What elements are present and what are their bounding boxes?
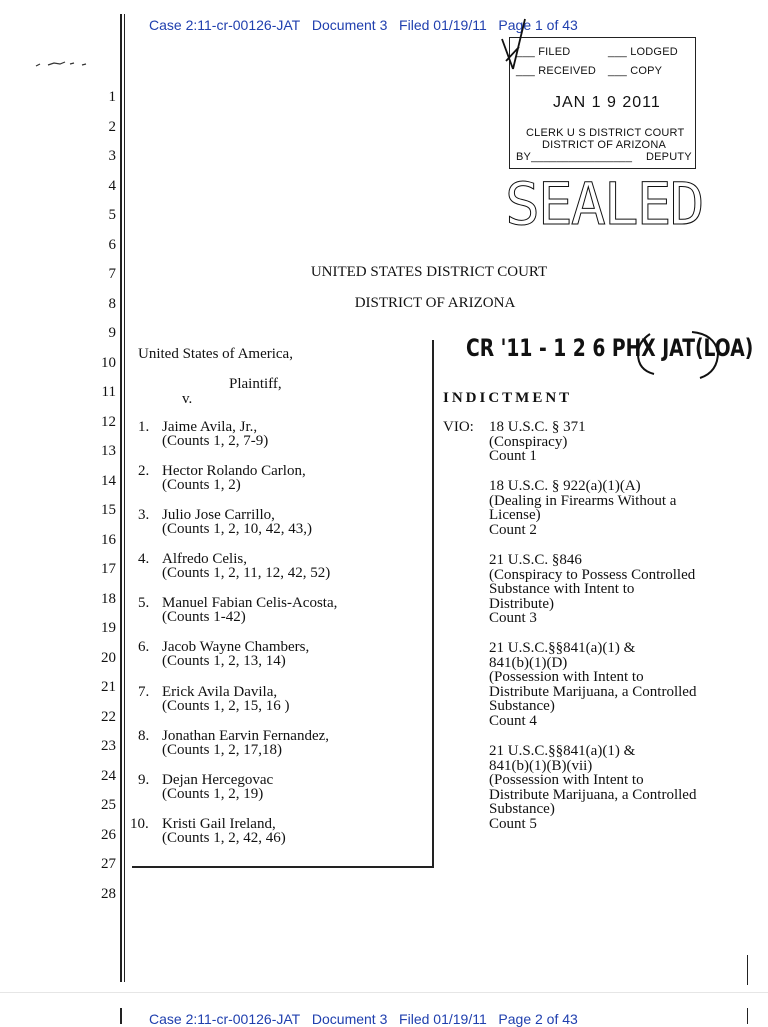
- caption-vertical-rule: [432, 340, 434, 867]
- scan-mark: [34, 58, 90, 70]
- defendant-name: Hector Rolando Carlon,: [162, 463, 306, 479]
- stamp-lodged-label: LODGED: [630, 46, 678, 58]
- line-number: 14: [101, 472, 116, 489]
- defendant-name: Erick Avila Davila,: [162, 684, 278, 700]
- court-district: DISTRICT OF ARIZONA: [354, 295, 516, 311]
- violation-line: 18 U.S.C. § 922(a)(1)(A): [489, 478, 641, 494]
- line-number: 3: [108, 148, 116, 164]
- defendant-item: [138, 420, 268, 448]
- violation-item: [489, 553, 695, 626]
- defendant-counts: (Counts 1, 2, 13, 14): [162, 653, 286, 669]
- defendant-number: 2.: [138, 463, 150, 479]
- line-number: 1: [108, 89, 116, 105]
- stamp-by-label: BY: [516, 151, 532, 163]
- check-mark-icon: [497, 17, 531, 85]
- violation-line: (Conspiracy): [489, 433, 568, 450]
- violation-line: Substance): [489, 801, 555, 818]
- line-number: 24: [101, 767, 116, 784]
- defendant-counts: (Counts 1, 2, 17,18): [162, 742, 282, 758]
- violation-line: 21 U.S.C.§§841(a)(1) &: [489, 640, 636, 656]
- defendant-name: Alfredo Celis,: [162, 551, 247, 567]
- defendant-counts: (Counts 1, 2, 19): [162, 786, 264, 802]
- line-number: 4: [108, 177, 116, 194]
- line-number: 26: [101, 826, 116, 843]
- violation-line: 21 U.S.C. §846: [489, 552, 582, 568]
- line-number: 21: [101, 679, 116, 695]
- defendant-item: [138, 685, 290, 713]
- defendant-item: [138, 464, 306, 492]
- plaintiff-name: United States of America,: [138, 346, 293, 362]
- right-edge-mark-page2: [747, 1008, 748, 1024]
- page2-header-filed: Filed 01/19/11: [399, 1011, 487, 1027]
- vio-label: VIO:: [443, 419, 474, 435]
- line-number: 6: [108, 236, 116, 253]
- defendant-counts: (Counts 1, 2, 11, 12, 42, 52): [162, 565, 331, 581]
- caption-bottom-rule: [132, 866, 434, 868]
- defendant-name: Jaime Avila, Jr.,: [162, 419, 258, 435]
- sealed-stamp: SEALED: [505, 170, 703, 238]
- defendant-counts: (Counts 1, 2, 7-9): [162, 433, 269, 449]
- page2-header-case-number: Case 2:11-cr-00126-JAT: [149, 1011, 301, 1027]
- margin-rule-outer: [120, 14, 122, 982]
- defendant-name: Dejan Hercegovac: [162, 772, 274, 788]
- versus: v.: [182, 391, 193, 407]
- defendant-number: 5.: [138, 595, 150, 611]
- defendant-name: Julio Jose Carrillo,: [162, 507, 275, 523]
- defendant-item: [138, 552, 330, 580]
- line-number: 8: [108, 295, 116, 312]
- violation-line: (Possession with Intent to: [489, 772, 644, 789]
- case-number-circle: [628, 328, 724, 380]
- line-number: 13: [101, 443, 116, 459]
- defendant-number: 6.: [138, 639, 150, 655]
- violation-line: 841(b)(1)(B)(vii): [489, 757, 593, 774]
- line-number: 27: [101, 856, 116, 872]
- indictment-title: INDICTMENT: [443, 390, 573, 406]
- header-page: Page 1 of 43: [498, 17, 578, 33]
- line-number: 5: [108, 207, 116, 223]
- defendant-counts: (Counts 1-42): [162, 609, 246, 625]
- stamp-deputy-label: DEPUTY: [646, 151, 692, 163]
- page2-header-page: Page 2 of 43: [498, 1011, 578, 1027]
- violation-item: [489, 420, 586, 464]
- header-document: Document 3: [311, 17, 388, 33]
- line-number: 17: [101, 561, 116, 577]
- stamp-clerk-line1: CLERK U S DISTRICT COURT: [526, 127, 685, 139]
- defendant-item: [130, 817, 286, 845]
- defendant-number: 3.: [138, 507, 150, 523]
- defendant-item: [138, 508, 312, 536]
- defendant-item: [138, 729, 329, 757]
- violation-line: 18 U.S.C. § 371: [489, 419, 586, 435]
- violation-item: [489, 744, 696, 832]
- header-filed: Filed 01/19/11: [399, 17, 487, 33]
- violation-item: [489, 479, 676, 537]
- plaintiff-role: Plaintiff,: [229, 376, 282, 392]
- defendant-number: 4.: [138, 551, 150, 567]
- defendant-item: [138, 596, 337, 624]
- violation-line: Distribute): [489, 595, 554, 612]
- line-number: 22: [101, 708, 116, 725]
- defendant-counts: (Counts 1, 2, 15, 16 ): [162, 698, 290, 714]
- defendant-name: Manuel Fabian Celis-Acosta,: [162, 595, 338, 611]
- violation-line: Distribute Marijuana, a Controlled: [489, 683, 697, 700]
- defendant-item: [138, 773, 273, 801]
- violation-line: Substance with Intent to: [489, 581, 635, 598]
- line-number: 15: [101, 502, 116, 518]
- defendant-number: 1.: [138, 419, 150, 435]
- defendant-counts: (Counts 1, 2, 10, 42, 43,): [162, 521, 312, 537]
- violation-line: 21 U.S.C.§§841(a)(1) &: [489, 743, 636, 759]
- court-name: UNITED STATES DISTRICT COURT: [310, 264, 548, 280]
- violation-line: Count 1: [489, 448, 537, 465]
- page2-header-document: Document 3: [311, 1011, 388, 1027]
- line-number: 9: [108, 325, 116, 341]
- line-number: 23: [101, 738, 116, 754]
- line-number: 18: [101, 590, 116, 607]
- margin-rule-page2: [120, 1008, 122, 1024]
- line-number: 7: [108, 266, 116, 282]
- defendant-number: 8.: [138, 728, 150, 744]
- line-number: 2: [108, 118, 116, 135]
- stamp-received-label: RECEIVED: [538, 65, 597, 77]
- line-number: 19: [101, 620, 116, 636]
- defendant-number: 9.: [138, 772, 150, 788]
- violation-line: Count 4: [489, 712, 537, 729]
- violation-item: [489, 641, 696, 729]
- page2-header: [149, 1011, 578, 1027]
- violation-line: (Conspiracy to Possess Controlled: [489, 566, 696, 583]
- page-separator: [0, 992, 768, 993]
- defendant-counts: (Counts 1, 2): [162, 477, 241, 493]
- violation-line: Substance): [489, 698, 555, 715]
- stamp-filed-label: FILED: [538, 46, 571, 58]
- defendant-name: Kristi Gail Ireland,: [162, 816, 276, 832]
- violation-line: Count 2: [489, 521, 537, 538]
- defendant-name: Jacob Wayne Chambers,: [162, 639, 310, 655]
- violation-line: (Possession with Intent to: [489, 669, 644, 686]
- header-case-number: Case 2:11-cr-00126-JAT: [149, 17, 301, 33]
- defendant-number: 7.: [138, 684, 150, 700]
- line-number: 28: [101, 885, 116, 902]
- violation-line: (Dealing in Firearms Without a: [489, 492, 677, 509]
- defendant-counts: (Counts 1, 2, 42, 46): [162, 830, 286, 846]
- line-number: 25: [101, 797, 116, 813]
- defendant-number: 10.: [130, 816, 149, 832]
- line-number: 11: [101, 384, 116, 400]
- line-number: 16: [101, 531, 116, 548]
- right-edge-mark: [747, 955, 748, 985]
- stamp-clerk-line2: DISTRICT OF ARIZONA: [542, 139, 666, 151]
- stamp-copy-label: COPY: [630, 65, 663, 77]
- violation-line: Count 5: [489, 815, 537, 832]
- violation-line: Distribute Marijuana, a Controlled: [489, 786, 697, 803]
- line-number: 12: [101, 413, 116, 430]
- margin-rule-inner: [124, 14, 125, 982]
- case-number-stamp: CR '11 - 1 2 6 PHX JAT(LOA): [466, 334, 754, 362]
- line-number: 10: [101, 354, 116, 371]
- violation-line: License): [489, 507, 541, 524]
- defendant-item: [138, 640, 309, 668]
- violation-line: Count 3: [489, 610, 537, 627]
- filing-stamp: ___ FILED ___ LODGED ___ RECEIVED ___ COPY JAN 1 9 2011 CLERK U S DISTRICT COURT DISTRICT OF ARIZONA BY________________ DEPUTY: [509, 37, 696, 169]
- violation-line: 841(b)(1)(D): [489, 654, 568, 671]
- stamp-date: JAN 1 9 2011: [553, 94, 661, 111]
- defendant-name: Jonathan Earvin Fernandez,: [162, 728, 330, 744]
- line-number: 20: [101, 649, 116, 666]
